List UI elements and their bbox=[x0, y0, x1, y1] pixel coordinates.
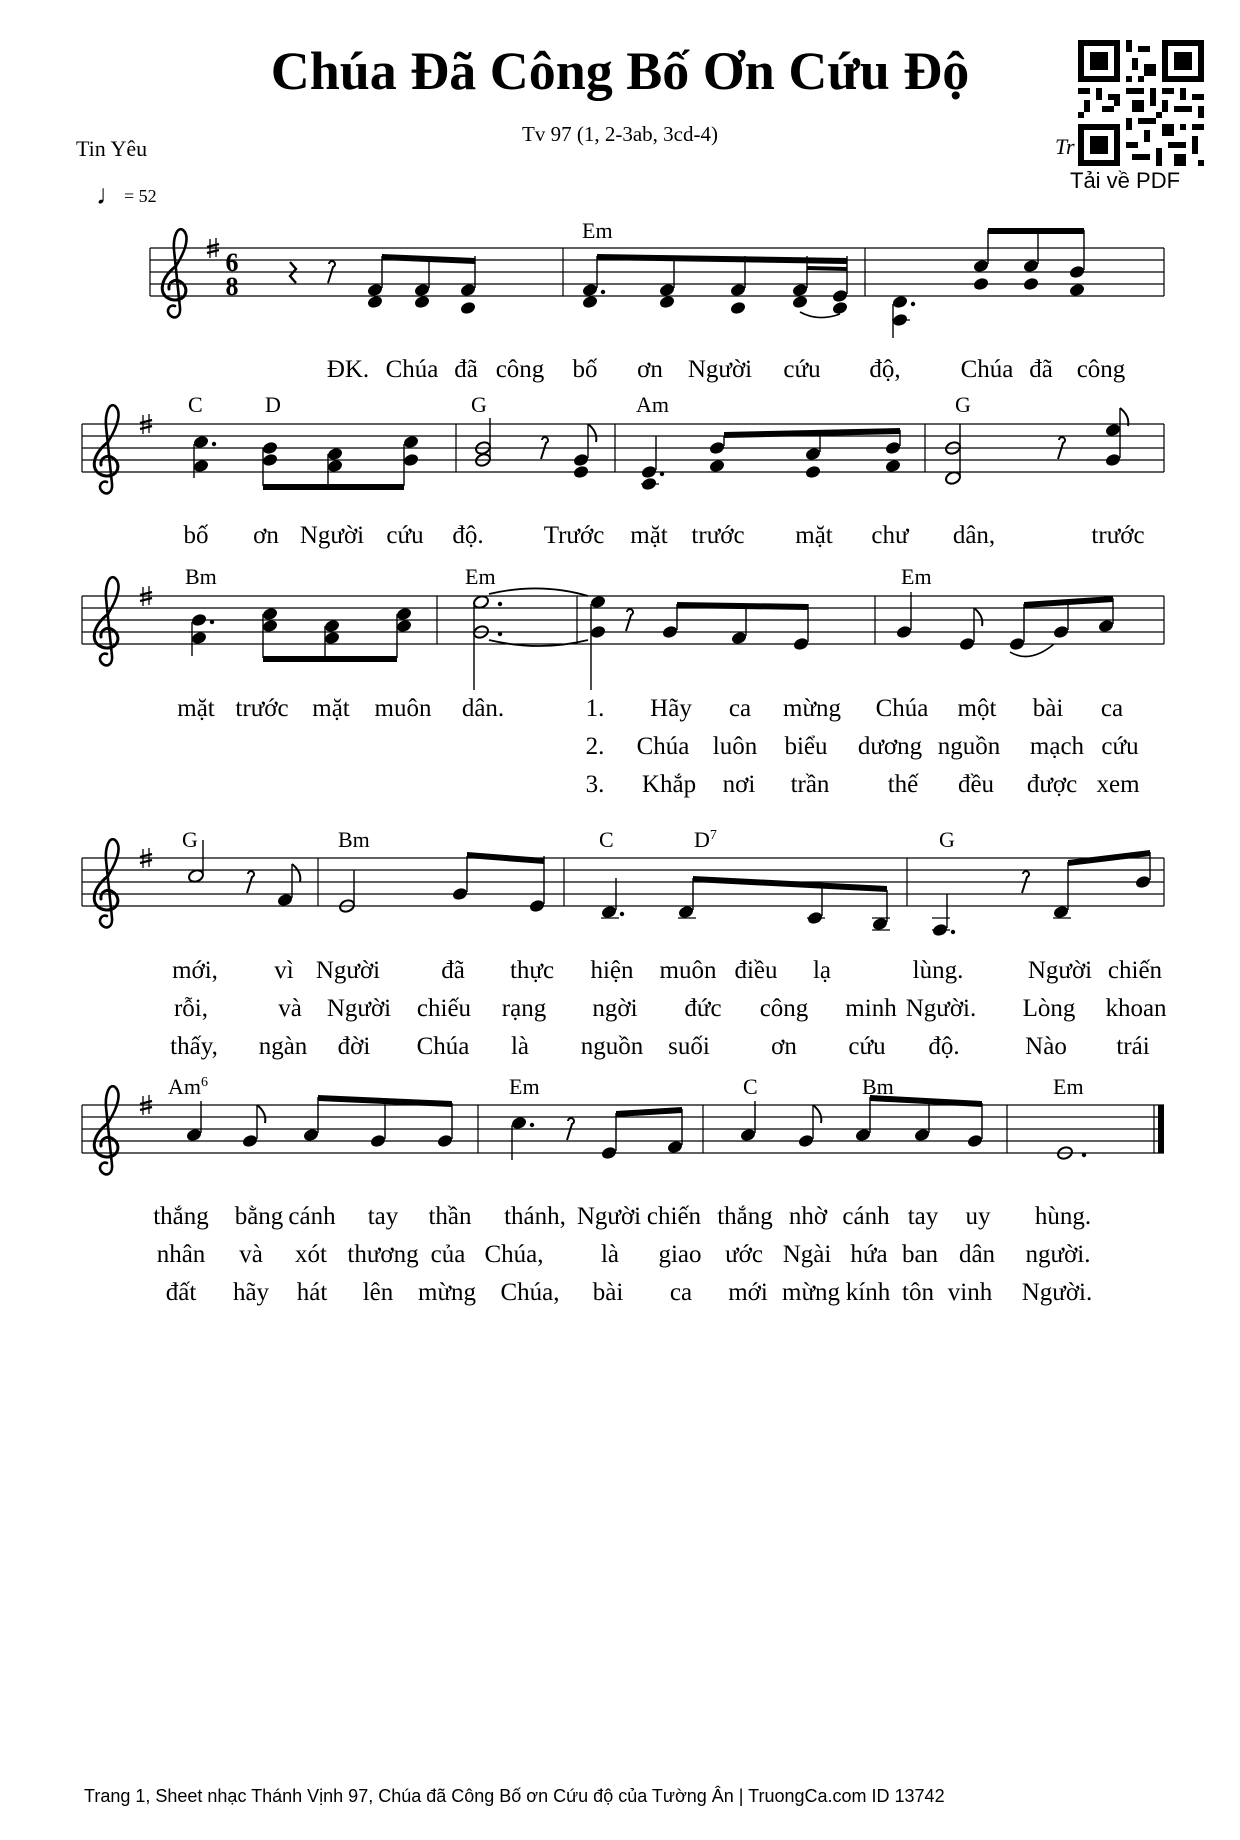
lyric-syllable: bài bbox=[592, 1279, 624, 1306]
lyric-line bbox=[184, 522, 1145, 549]
lyric-syllable: hãy bbox=[232, 1279, 270, 1306]
lyric-syllable: Chúa bbox=[416, 1033, 470, 1060]
lyric-syllable: ĐK. bbox=[326, 356, 370, 383]
lyric-syllable: đã bbox=[441, 957, 465, 984]
lyric-syllable: hát bbox=[296, 1279, 328, 1306]
lyric-syllable: Khắp bbox=[641, 771, 697, 798]
lyric-syllable: nguồn bbox=[580, 1033, 644, 1060]
lyric-syllable: thực bbox=[509, 957, 555, 984]
lyrics bbox=[153, 356, 1167, 1306]
lyric-syllable: dân. bbox=[461, 695, 505, 722]
lyric-syllable: đều bbox=[957, 771, 995, 798]
lyric-syllable: và bbox=[278, 995, 302, 1022]
lyric-syllable: ngàn bbox=[258, 1033, 308, 1060]
lyric-syllable: công bbox=[1076, 356, 1126, 383]
lyric-syllable: mừng bbox=[418, 1279, 476, 1306]
lyric-syllable: chiến bbox=[646, 1203, 702, 1230]
lyric-syllable: Người bbox=[326, 995, 392, 1022]
chord-symbol: Em bbox=[582, 218, 613, 243]
lyric-syllable: ơn bbox=[637, 356, 663, 383]
lyric-syllable: ước bbox=[725, 1241, 763, 1268]
staff-system-3 bbox=[82, 564, 1164, 690]
lyric-syllable: nhờ bbox=[788, 1203, 828, 1230]
lyric-line bbox=[166, 1279, 1093, 1306]
lyric-syllable: trước bbox=[235, 695, 289, 722]
lyric-syllable: 3. bbox=[585, 771, 605, 798]
chord-symbol: $D^7$ bbox=[694, 827, 717, 852]
chord-symbol: Bm bbox=[185, 564, 217, 589]
lyric-syllable: mừng bbox=[783, 695, 841, 722]
lyric-syllable: đức bbox=[684, 995, 722, 1022]
lyric-syllable: Chúa bbox=[636, 733, 690, 760]
lyric-syllable: bài bbox=[1032, 695, 1064, 722]
lyric-syllable: cứu bbox=[1101, 733, 1139, 760]
staff-system-1 bbox=[150, 218, 1164, 338]
chord-symbol: C bbox=[188, 392, 203, 417]
lyric-syllable: giao bbox=[658, 1241, 702, 1268]
lyric-syllable: người. bbox=[1025, 1241, 1091, 1268]
lyric-syllable: ban bbox=[901, 1241, 939, 1268]
lyric-syllable: vinh bbox=[947, 1279, 993, 1306]
lyric-syllable: lạ bbox=[812, 957, 832, 984]
composer-credit: Tr bbox=[1055, 134, 1075, 159]
lyric-syllable: được bbox=[1026, 771, 1078, 798]
lyric-syllable: mừng bbox=[782, 1279, 840, 1306]
lyric-syllable: dương bbox=[857, 733, 923, 760]
lyric-syllable: đời bbox=[337, 1033, 371, 1060]
lyric-syllable: trái bbox=[1116, 1033, 1150, 1060]
lyric-syllable: ca bbox=[728, 695, 752, 722]
lyric-syllable: 1. bbox=[585, 695, 605, 722]
lyric-syllable: thương bbox=[347, 1241, 419, 1268]
lyric-syllable: ơn bbox=[771, 1033, 797, 1060]
chord-symbol: Bm bbox=[862, 1074, 894, 1099]
lyric-syllable: mặt bbox=[630, 522, 668, 549]
lyric-syllable: Hãy bbox=[650, 695, 692, 722]
lyric-syllable: Trước bbox=[543, 522, 605, 549]
lyric-syllable: Chúa, bbox=[500, 1279, 560, 1306]
lyric-syllable: chiến bbox=[1107, 957, 1163, 984]
lyric-syllable: bố bbox=[183, 522, 209, 549]
lyric-syllable: mặt bbox=[795, 522, 833, 549]
lyric-syllable: mới, bbox=[172, 957, 218, 984]
lyric-syllable: Người bbox=[687, 356, 753, 383]
lyric-line bbox=[177, 695, 1123, 722]
lyric-syllable: thắng bbox=[153, 1203, 209, 1230]
lyric-line bbox=[157, 1241, 1091, 1268]
chord-symbol: G bbox=[182, 827, 198, 852]
lyric-syllable: Người bbox=[299, 522, 365, 549]
lyric-syllable: độ, bbox=[869, 356, 901, 383]
lyric-syllable: minh bbox=[845, 995, 897, 1022]
lyric-line bbox=[586, 733, 1139, 760]
lyric-syllable: Ngài bbox=[782, 1241, 832, 1268]
chord-symbol: G bbox=[955, 392, 971, 417]
chord-symbol: Am$^6$ bbox=[168, 1074, 208, 1099]
lyric-line bbox=[170, 1033, 1150, 1060]
page-footer: Trang 1, Sheet nhạc Thánh Vịnh 97, Chúa đã Công Bố ơn Cứu độ của Tường Ân | TruongCa.com ID 13742 bbox=[84, 1786, 945, 1806]
psalm-reference: Tv 97 (1, 2-3ab, 3cd-4) bbox=[522, 122, 718, 146]
lyric-syllable: Người bbox=[576, 1203, 642, 1230]
lyric-syllable: luôn bbox=[712, 733, 758, 760]
lyric-syllable: xem bbox=[1096, 771, 1140, 798]
lyric-syllable: trước bbox=[691, 522, 745, 549]
lyricist-credit: Tin Yêu bbox=[76, 136, 148, 161]
lyric-syllable: dân, bbox=[952, 522, 996, 549]
chord-symbol: G bbox=[471, 392, 487, 417]
lyric-syllable: Người bbox=[1027, 957, 1093, 984]
lyric-syllable: đã bbox=[1029, 356, 1053, 383]
lyric-syllable: Chúa, bbox=[484, 1241, 544, 1268]
chord-symbol: G bbox=[939, 827, 955, 852]
lyric-syllable: Người bbox=[315, 957, 381, 984]
lyric-syllable: bố bbox=[572, 356, 598, 383]
lyric-syllable: cánh bbox=[288, 1203, 336, 1230]
lyric-syllable: là bbox=[600, 1241, 620, 1268]
lyric-syllable: nguồn bbox=[937, 733, 1001, 760]
lyric-syllable: nơi bbox=[722, 771, 756, 798]
download-pdf-link[interactable]: Tải về PDF bbox=[1070, 168, 1181, 193]
lyric-syllable: nhân bbox=[156, 1241, 206, 1268]
lyric-syllable: độ. bbox=[452, 522, 484, 549]
lyric-syllable: khoan bbox=[1105, 995, 1167, 1022]
chord-symbol: Em bbox=[465, 564, 496, 589]
lyric-syllable: một bbox=[957, 695, 997, 722]
lyric-syllable: thấy, bbox=[170, 1033, 218, 1060]
staff-system-4 bbox=[82, 827, 1164, 938]
lyric-syllable: công bbox=[495, 356, 545, 383]
lyric-syllable: công bbox=[759, 995, 809, 1022]
lyric-syllable: ơn bbox=[253, 522, 279, 549]
lyric-syllable: vì bbox=[274, 957, 294, 984]
lyric-syllable: Người. bbox=[1021, 1279, 1093, 1306]
lyric-syllable: Người. bbox=[905, 995, 977, 1022]
lyric-syllable: chư bbox=[871, 522, 909, 549]
lyric-syllable: thắng bbox=[717, 1203, 773, 1230]
lyric-syllable: muôn bbox=[374, 695, 432, 722]
lyric-syllable: ngời bbox=[592, 995, 638, 1022]
lyric-syllable: thánh, bbox=[504, 1203, 566, 1230]
lyric-line bbox=[172, 957, 1163, 984]
chord-symbol: C bbox=[743, 1074, 758, 1099]
lyric-syllable: và bbox=[239, 1241, 263, 1268]
chord-symbol: Em bbox=[1053, 1074, 1084, 1099]
page-title: Chúa Đã Công Bố Ơn Cứu Độ bbox=[270, 41, 970, 101]
lyric-syllable: tôn bbox=[902, 1279, 934, 1306]
lyric-syllable: rỗi, bbox=[173, 995, 209, 1022]
lyric-syllable: hiện bbox=[590, 957, 634, 984]
lyric-syllable: ca bbox=[1100, 695, 1124, 722]
lyric-syllable: cánh bbox=[842, 1203, 890, 1230]
lyric-syllable: trần bbox=[790, 771, 830, 798]
lyric-syllable: độ. bbox=[928, 1033, 960, 1060]
staff-system-2 bbox=[82, 392, 1164, 493]
staff-system-5 bbox=[82, 1074, 1164, 1174]
lyric-syllable: Chúa bbox=[385, 356, 439, 383]
lyric-syllable: là bbox=[510, 1033, 530, 1060]
lyric-syllable: trước bbox=[1091, 522, 1145, 549]
lyric-line bbox=[174, 995, 1167, 1022]
lyric-syllable: chiếu bbox=[416, 995, 472, 1022]
lyric-syllable: cứu bbox=[848, 1033, 886, 1060]
lyric-syllable: thần bbox=[428, 1203, 472, 1230]
quarter-note-icon: ♩ bbox=[96, 180, 124, 211]
lyric-syllable: Chúa bbox=[875, 695, 929, 722]
lyric-syllable: 2. bbox=[585, 733, 605, 760]
lyric-line bbox=[327, 356, 1126, 383]
lyric-syllable: hùng. bbox=[1034, 1203, 1092, 1230]
lyric-syllable: mới bbox=[728, 1279, 768, 1306]
lyric-syllable: xót bbox=[295, 1241, 327, 1268]
lyric-syllable: ca bbox=[669, 1279, 693, 1306]
lyric-syllable: Chúa bbox=[960, 356, 1014, 383]
lyric-syllable: cứu bbox=[783, 356, 821, 383]
lyric-syllable: dân bbox=[958, 1241, 996, 1268]
lyric-line bbox=[586, 771, 1140, 798]
chord-symbol: Em bbox=[509, 1074, 540, 1099]
tempo-value: = 52 bbox=[124, 186, 157, 206]
chord-symbol: Em bbox=[901, 564, 932, 589]
chord-symbol: D bbox=[265, 392, 281, 417]
lyric-syllable: mặt bbox=[312, 695, 350, 722]
lyric-syllable: đất bbox=[165, 1279, 197, 1306]
lyric-syllable: đã bbox=[454, 356, 478, 383]
lyric-syllable: hứa bbox=[850, 1241, 888, 1268]
chord-symbol: C bbox=[599, 827, 614, 852]
lyric-syllable: Nào bbox=[1025, 1033, 1067, 1060]
lyric-syllable: suối bbox=[668, 1033, 710, 1060]
lyric-syllable: lên bbox=[362, 1279, 394, 1306]
lyric-syllable: lùng. bbox=[912, 957, 964, 984]
lyric-line bbox=[153, 1203, 1091, 1230]
lyric-syllable: uy bbox=[965, 1203, 991, 1230]
lyric-syllable: mặt bbox=[177, 695, 215, 722]
lyric-syllable: điều bbox=[734, 957, 778, 984]
svg-text:6: 6 bbox=[225, 248, 239, 277]
lyric-syllable: bằng bbox=[234, 1203, 284, 1230]
lyric-syllable: tay bbox=[367, 1203, 399, 1230]
lyric-syllable: thế bbox=[887, 771, 919, 798]
chord-symbol: Am bbox=[636, 392, 669, 417]
lyric-syllable: muôn bbox=[659, 957, 717, 984]
lyric-syllable: kính bbox=[845, 1279, 891, 1306]
svg-text:8: 8 bbox=[225, 272, 239, 301]
lyric-syllable: mạch bbox=[1029, 733, 1085, 760]
lyric-syllable: rạng bbox=[501, 995, 547, 1022]
lyric-syllable: của bbox=[430, 1241, 466, 1268]
lyric-syllable: cứu bbox=[386, 522, 424, 549]
chord-symbol: Bm bbox=[338, 827, 370, 852]
lyric-syllable: Lòng bbox=[1022, 995, 1076, 1022]
lyric-syllable: tay bbox=[907, 1203, 939, 1230]
lyric-syllable: biểu bbox=[784, 733, 828, 760]
